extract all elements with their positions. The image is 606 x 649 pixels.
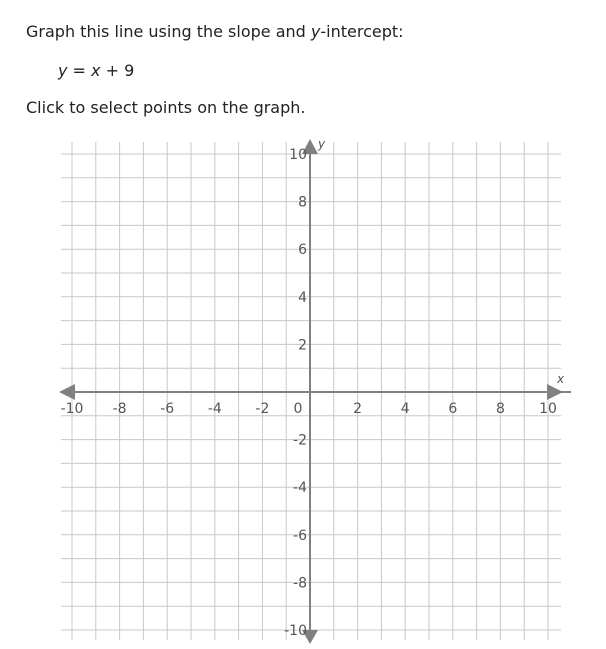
click-instruction: Click to select points on the graph. <box>26 98 306 117</box>
y-tick-label: 10 <box>289 147 307 163</box>
y-tick-label: -8 <box>293 575 307 592</box>
y-tick-label: 6 <box>298 242 307 259</box>
equation-equals: = <box>67 61 92 80</box>
axes <box>59 137 571 644</box>
y-tick-label: -10 <box>284 623 307 639</box>
x-tick-label: 0 <box>293 401 303 417</box>
x-tick-label: 10 <box>539 401 557 417</box>
instruction-suffix: -intercept: <box>320 22 404 41</box>
x-tick-label: -10 <box>60 401 84 417</box>
y-tick-label: -2 <box>293 432 307 449</box>
equation-constant: + 9 <box>100 61 135 80</box>
y-axis-label: y <box>318 137 326 151</box>
x-axis-left-arrow-icon <box>59 384 75 400</box>
y-tick-label: -6 <box>293 527 307 544</box>
x-tick-label: 4 <box>400 401 410 417</box>
x-tick-label: 6 <box>448 401 458 417</box>
x-tick-label: -6 <box>160 401 175 417</box>
instruction-variable: y <box>310 22 321 41</box>
x-tick-label: -4 <box>207 401 222 417</box>
instruction-prefix: Graph this line using the slope and <box>26 22 311 41</box>
equation-x-variable: x <box>91 61 101 80</box>
x-axis-label: x <box>557 372 565 386</box>
y-tick-label: 4 <box>298 289 307 306</box>
equation-y-variable: y <box>58 61 68 80</box>
y-tick-label: 8 <box>298 194 307 211</box>
y-tick-label: 2 <box>298 337 307 354</box>
x-tick-label: 2 <box>353 401 363 417</box>
y-tick-label: -4 <box>293 480 307 497</box>
x-tick-label: -8 <box>112 401 127 417</box>
x-tick-label: -2 <box>255 401 270 417</box>
x-axis-right-arrow-icon <box>547 384 563 400</box>
x-tick-label: 8 <box>495 401 505 417</box>
